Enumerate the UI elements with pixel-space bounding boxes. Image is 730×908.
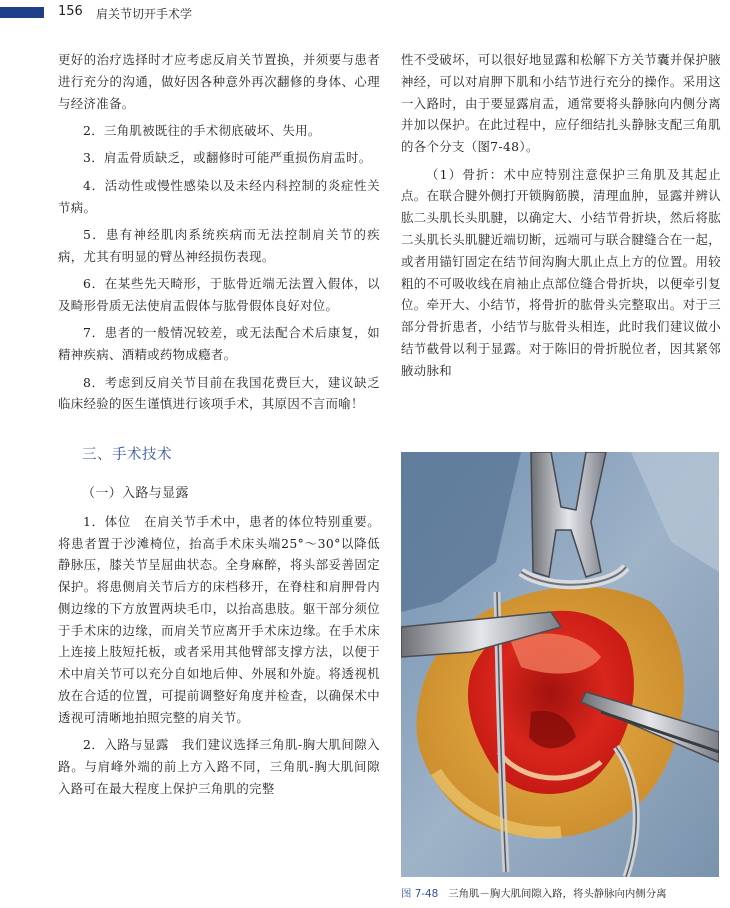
list-item: 4．活动性或慢性感染以及未经内科控制的炎症性关节病。 <box>58 177 380 215</box>
subsection-heading: （一）入路与显露 <box>82 485 189 501</box>
paragraph: （1）骨折：术中应特别注意保护三角肌及其起止点。在联合腱外侧打开锁胸筋膜，清理血肿，显露并辨认肱二头肌长头肌腱，以确定大、小结节骨折块，然后将肱二头肌长头肌腱近端切断，远端可与联合腱缝合在一起，或者用锚钉固定在结节间沟胸大肌止点上方的位置。用较粗的不可吸收线在肩袖止点部位缝合骨折块，以便牵引复位。牵开大、小结节，将骨折的肱骨头完整取出。对于三部分骨折患者，小结节与肱骨头相连，此时我们建议做小结节截骨以利于显露。对于陈旧的骨折脱位者，因其紧邻腋动脉和 <box>401 166 721 378</box>
page-number: 156 <box>58 4 83 19</box>
figure-label: 图 7-48 <box>401 888 439 900</box>
list-item: 5．患有神经肌肉系统疾病而无法控制肩关节的疾病，尤其有明显的臂丛神经损伤表现。 <box>58 226 380 264</box>
left-text-column <box>58 49 380 805</box>
paragraph: 更好的治疗选择时才应考虑反肩关节置换，并须要与患者进行充分的沟通，做好因各种意外再次翻修的身体、心理与经济准备。 <box>58 52 380 111</box>
list-item: 6．在某些先天畸形，于肱骨近端无法置入假体，以及畸形骨质无法使肩盂假体与肱骨假体良好对位。 <box>58 276 380 313</box>
paragraph: 1．体位 在肩关节手术中，患者的体位特别重要。将患者置于沙滩椅位，抬高手术床头端25°～30°以降低静脉压，膝关节呈屈曲状态。全身麻醉，将头部妥善固定保护。将患侧肩关节后方的床档移开，在脊柱和肩胛骨内侧边缘的下方放置两块毛巾，以抬高患肢。躯干部分须位于手术床的边缘，而肩关节应离开手术床边缘。在手术床上连接上肢短托板，或者采用其他臂部支撑方法，以便于术中肩关节可以充分自如地后伸、外展和外旋。将透视机放在合适的位置，可提前调整好角度并检查，以确保术中透视可清晰地拍照完整的肩关节。 <box>58 513 380 725</box>
paragraph: 2．入路与显露 我们建议选择三角肌-胸大肌间隙入路。与肩峰外端的前上方入路不同，三角肌-胸大肌间隙入路可在最大程度上保护三角肌的完整 <box>58 737 380 796</box>
figure-caption <box>401 885 666 900</box>
list-item: 7．患者的一般情况较差，或无法配合术后康复，如精神疾病、酒精或药物成瘾者。 <box>58 325 380 363</box>
list-item: 3．肩盂骨质缺乏，或翻修时可能严重损伤肩盂时。 <box>83 150 372 166</box>
running-header-title: 肩关节切开手术学 <box>96 7 193 21</box>
list-item: 8．考虑到反肩关节目前在我国花费巨大，建议缺乏临床经验的医生谨慎进行该项手术，其原因不言而喻！ <box>58 374 380 412</box>
surgical-photo <box>401 452 719 877</box>
header-color-bar <box>0 7 44 18</box>
list-item: 2．三角肌被既往的手术彻底破坏、失用。 <box>83 122 321 138</box>
paragraph: 性不受破坏，可以很好地显露和松解下方关节囊并保护腋神经，可以对肩胛下肌和小结节进行充分的操作。采用这一入路时，由于要显露肩盂，通常要将头静脉向内侧分离并加以保护。在此过程中，应仔细结扎头静脉支配三角肌的各个分支（图7-48）。 <box>401 52 721 155</box>
figure-caption-text: 三角肌－胸大肌间隙入路，将头静脉向内侧分离 <box>448 888 667 900</box>
right-text-column <box>401 49 721 387</box>
section-heading: 三、手术技术 <box>82 447 172 464</box>
